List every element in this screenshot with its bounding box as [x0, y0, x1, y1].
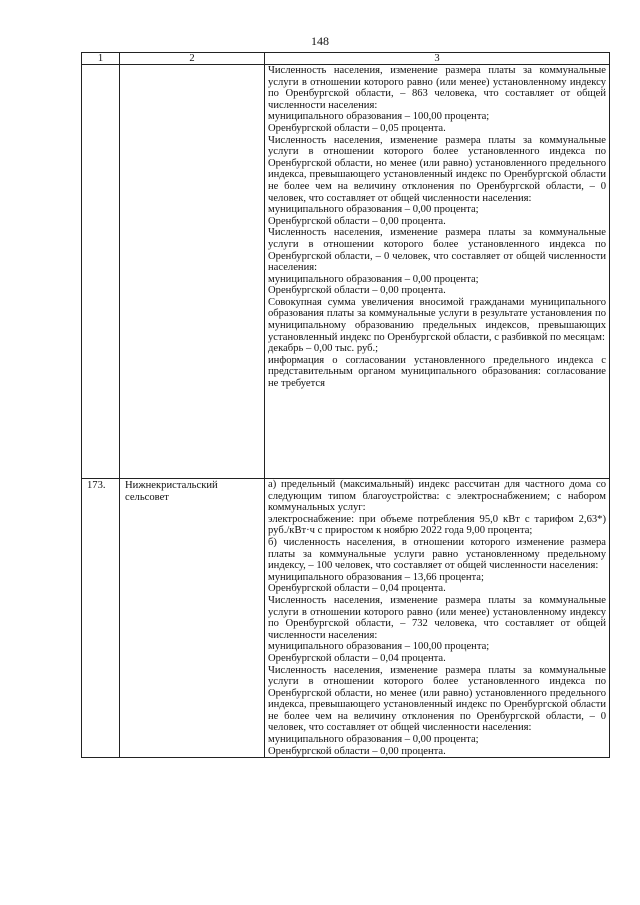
paragraph: Совокупная сумма увеличения вносимой гражданами муниципального образования платы за коммунальные услуги в результате установления по муниципальному образованию предельных индексов, превышающих установленный индекс по Оренбургской области, с разбивкой по месяцам: [268, 296, 606, 343]
paragraph: информация о согласовании установленного предельного индекса с представительным органом муниципального образования: согласование не требуется [268, 354, 606, 390]
header-col-2: 2 [120, 53, 265, 65]
paragraph: Оренбургской области – 0,00 процента. [268, 745, 446, 757]
row-number-empty [82, 65, 120, 479]
paragraph: Численность населения, изменение размера платы за коммунальные услуги в отношении которого более установленного индекса по Оренбургской области, – 0 человек, что составляет от общей численности населения: [268, 227, 606, 274]
paragraph: декабрь – 0,00 тыс. руб.; [268, 343, 379, 355]
header-col-3: 3 [265, 53, 610, 65]
row-number: 173. [82, 479, 120, 758]
table-row-continuation [82, 65, 610, 479]
paragraph: муниципального образования – 100,00 процента; [268, 111, 490, 123]
paragraph: муниципального образования – 0,00 процента; [268, 204, 479, 216]
municipality-name: Нижнекристальский сельсовет [120, 479, 265, 758]
paragraph: Численность населения, изменение размера платы за коммунальные услуги в отношении которого равно (или менее) установленному индексу по Оренбургской области, – 863 человека, что составляет от общей численности населения: [268, 65, 606, 111]
page-number: 148 [311, 34, 329, 48]
paragraph: Численность населения, изменение размера платы за коммунальные услуги в отношении которого более установленного индекса по Оренбургской области, но менее (или равно) установленного предельного индекса, превышающего установленный индекс по Оренбургской области не более чем на величину отклонения по Оренбургской области, – 0 человек, что составляет от общей численности населения: [268, 664, 606, 734]
paragraph: Численность населения, изменение размера платы за коммунальные услуги в отношении которого равно (или менее) установленному индексу по Оренбургской области, – 732 человека, что составляет от общей численности населения: [268, 594, 606, 641]
paragraph: а) предельный (максимальный) индекс рассчитан для частного дома со следующим типом благоустройства: с электроснабжением; с набором коммунальных услуг: [268, 479, 606, 514]
paragraph: муниципального образования – 0,00 процента; [268, 273, 479, 285]
paragraph: муниципального образования – 13,66 процента; [268, 571, 484, 583]
row-details [265, 65, 610, 479]
paragraph: Оренбургской области – 0,04 процента. [268, 583, 446, 595]
paragraph: Оренбургской области – 0,00 процента. [268, 215, 446, 227]
paragraph: муниципального образования – 100,00 процента; [268, 641, 490, 653]
paragraph: Оренбургской области – 0,04 процента. [268, 652, 446, 664]
row-name-empty [120, 65, 265, 479]
header-col-1: 1 [82, 53, 120, 65]
paragraph: электроснабжение: при объеме потребления 95,0 кВт с тарифом 2,63*) руб./кВт·ч с приростом к ноябрю 2022 года 9,00 процента; [268, 513, 606, 537]
municipal-index-table [81, 52, 610, 758]
table-header [82, 53, 610, 65]
table-row-173 [82, 479, 610, 758]
paragraph: Оренбургской области – 0,00 процента. [268, 285, 446, 297]
row-details [265, 479, 610, 758]
paragraph: Оренбургской области – 0,05 процента. [268, 122, 446, 134]
paragraph: муниципального образования – 0,00 процента; [268, 734, 479, 746]
paragraph: Численность населения, изменение размера платы за коммунальные услуги в отношении которого более установленного индекса по Оренбургской области, но менее (или равно) установленного предельного индекса, превышающего установленный индекс по Оренбургской области не более чем на величину отклонения по Оренбургской области, – 0 человек, что составляет от общей численности населения: [268, 134, 606, 204]
paragraph: б) численность населения, в отношении которого изменение размера платы за коммунальные услуги равно установленному предельному индексу, – 100 человек, что составляет от общей численности населения: [268, 536, 606, 572]
